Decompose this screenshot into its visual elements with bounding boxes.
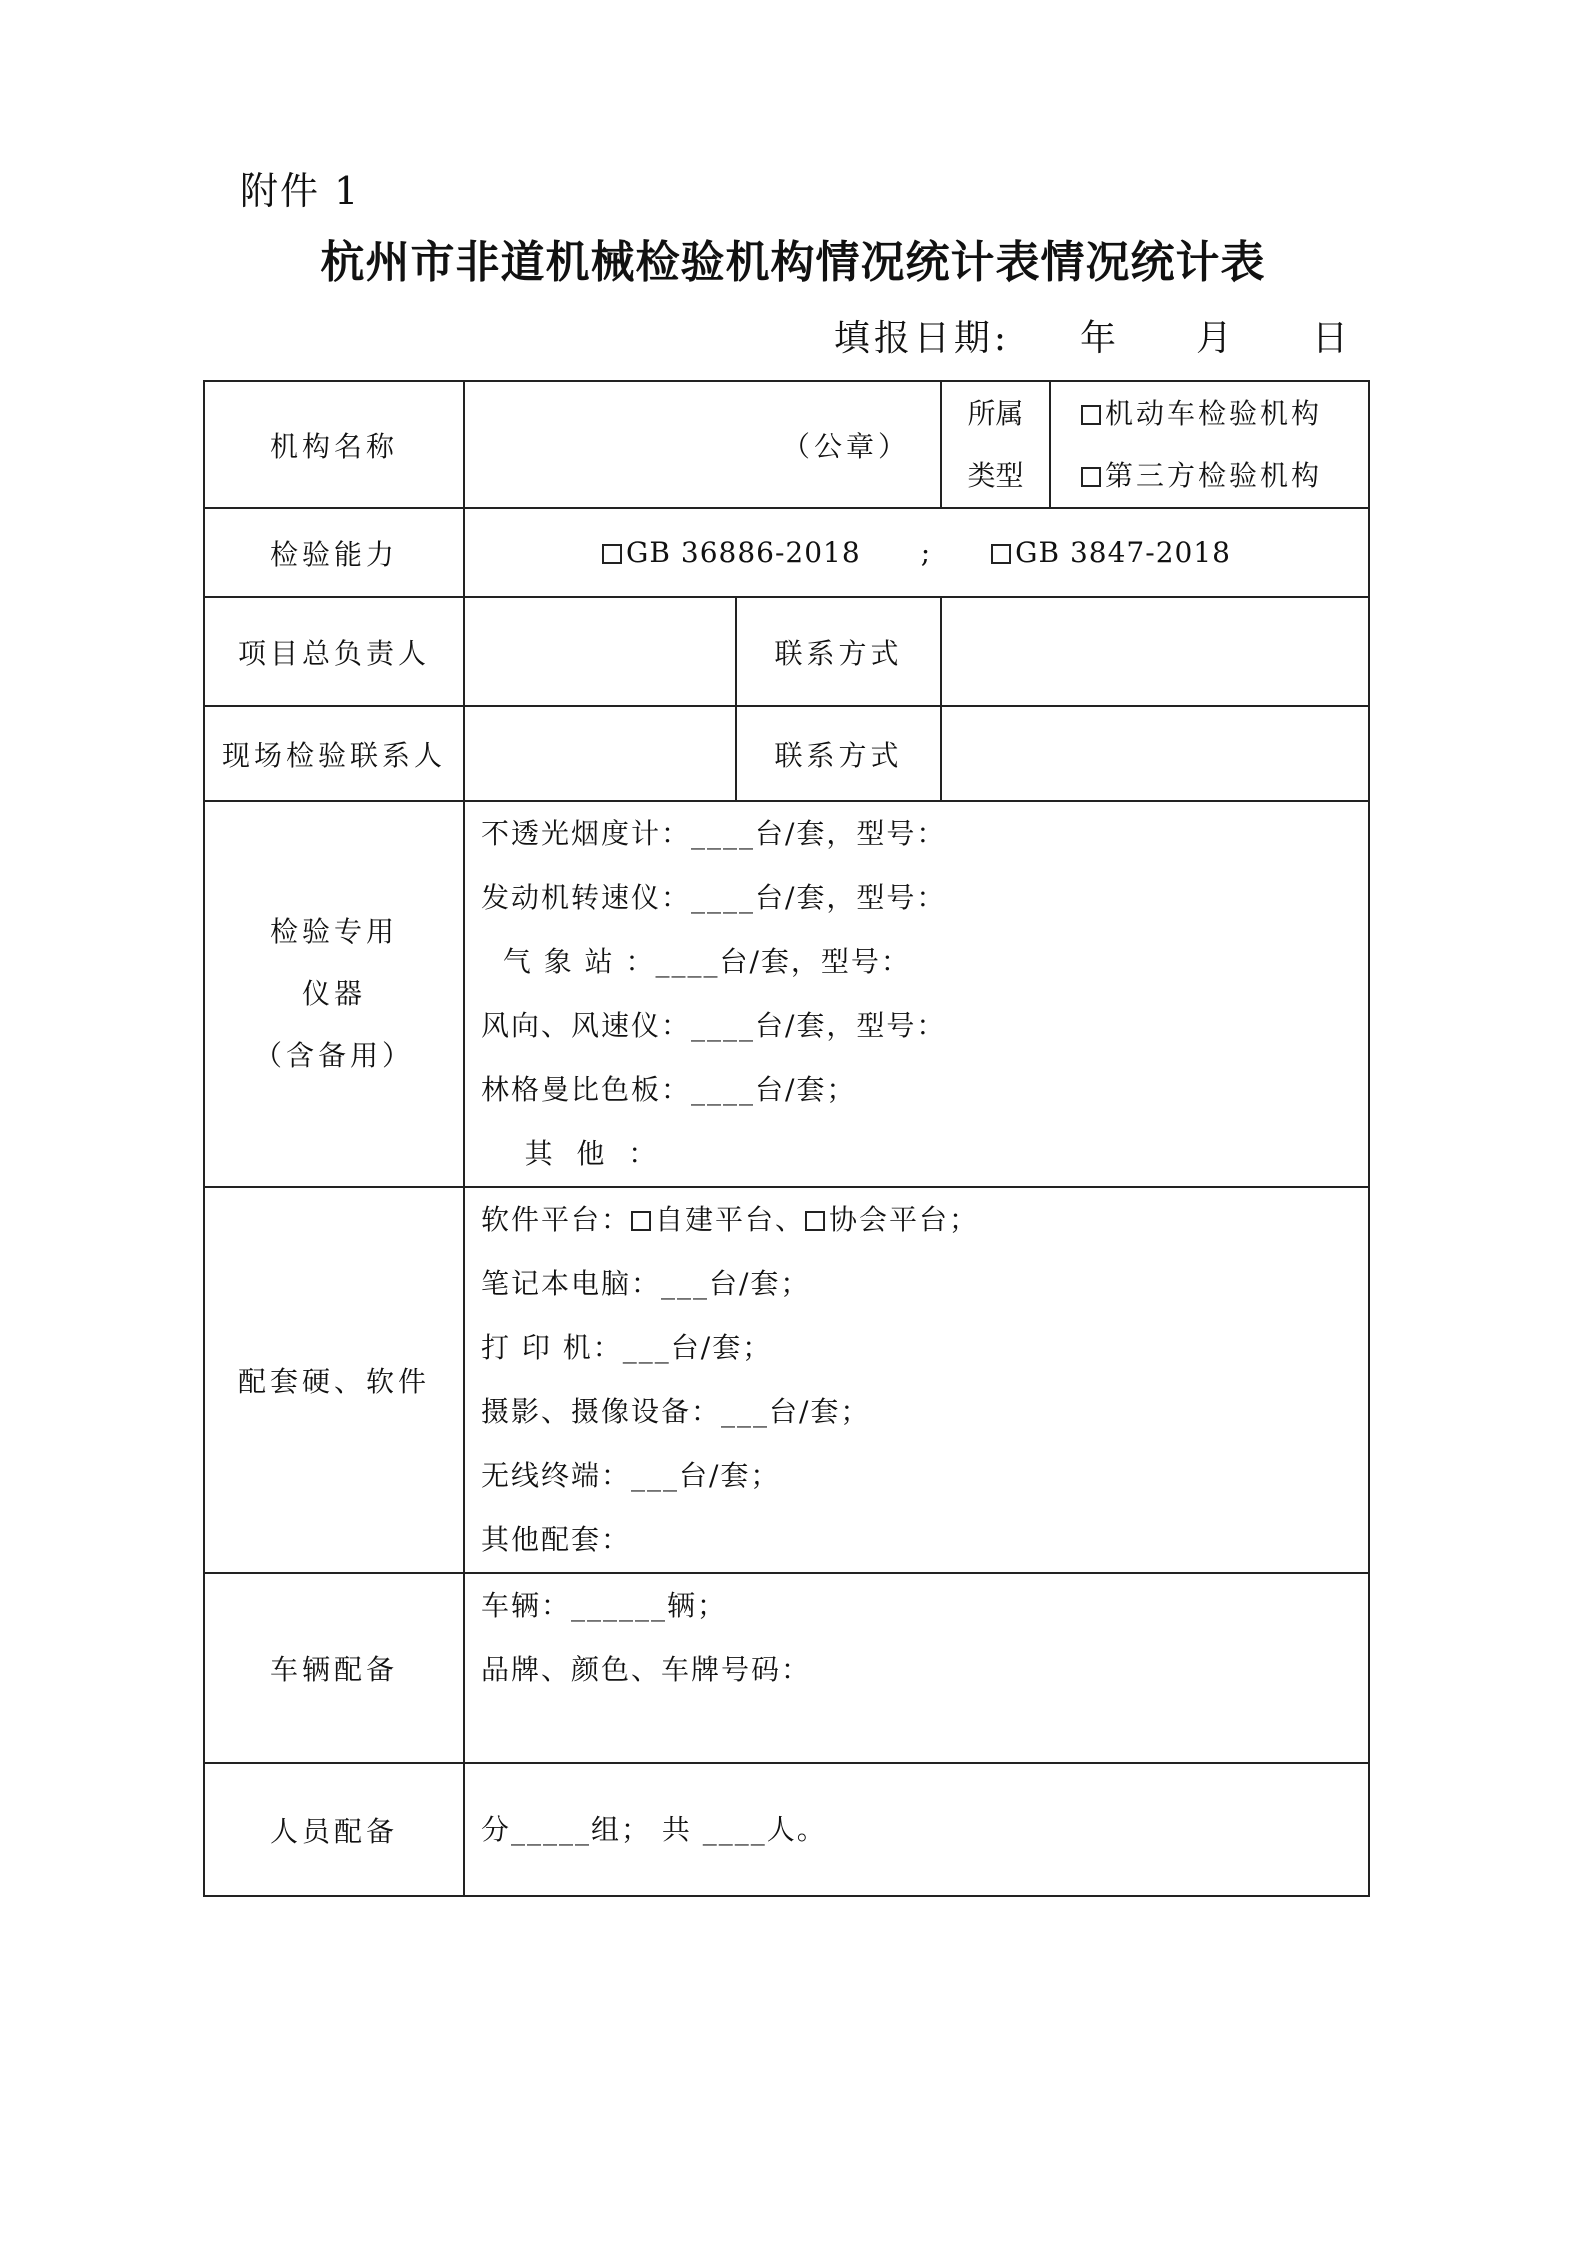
seal-text: （公章） (782, 429, 911, 463)
capability-options (464, 508, 1369, 597)
vehicles-label: 车辆配备 (204, 1573, 464, 1763)
manager-contact-label: 联系方式 (736, 597, 941, 706)
attachment-label: 附件 1 (240, 169, 361, 213)
platform-option-self-text: 自建平台、 (655, 1203, 806, 1236)
instruments-label-line3: （含备用） (253, 1039, 414, 1072)
manager-row (204, 597, 1369, 706)
instruments-label (204, 801, 464, 1187)
instrument-line[interactable]: 发动机转速仪：____台/套，型号： (481, 881, 947, 914)
platform-option-association-text: 协会平台； (829, 1203, 980, 1236)
software-row (204, 1187, 1369, 1573)
instruments-row (204, 801, 1369, 1187)
equipment-line[interactable]: 笔记本电脑：___台/套； (481, 1267, 811, 1300)
platform-option-self[interactable] (631, 1203, 805, 1236)
staff-line[interactable]: 分_____组； 共 ____人。 (481, 1812, 827, 1846)
manager-field[interactable] (464, 597, 736, 706)
equipment-line[interactable]: 其他配套： (481, 1523, 632, 1556)
equipment-line[interactable]: 摄影、摄像设备：___台/套； (481, 1395, 871, 1428)
fill-date (834, 310, 1348, 361)
checkbox[interactable] (1081, 467, 1101, 487)
instrument-line[interactable]: 风向、风速仪：____台/套，型号： (481, 1009, 947, 1042)
capability-option-gb36886[interactable] (602, 536, 861, 569)
software-content (464, 1187, 1369, 1573)
checkbox[interactable] (991, 544, 1011, 564)
capability-row (204, 508, 1369, 597)
instrument-line[interactable]: 不透光烟度计：____台/套，型号： (481, 817, 947, 850)
instruments-label-line2: 仪器 (301, 977, 366, 1010)
instruments-content (464, 801, 1369, 1187)
org-type-label (941, 381, 1050, 508)
statistics-form-table (203, 380, 1370, 1897)
org-type-label-line1: 所属 (967, 396, 1024, 430)
manager-contact-field[interactable] (941, 597, 1369, 706)
vehicles-row (204, 1573, 1369, 1763)
page-title: 杭州市非道机械检验机构情况统计表情况统计表 (320, 237, 1266, 288)
org-type-option-thirdparty[interactable] (1051, 445, 1368, 507)
staff-label: 人员配备 (204, 1763, 464, 1896)
instrument-line[interactable]: 林格曼比色板：____台/套； (481, 1073, 857, 1106)
site-contact-field[interactable] (464, 706, 736, 801)
org-type-option-vehicle-text: 机动车检验机构 (1105, 396, 1323, 430)
equipment-line[interactable]: 打 印 机：___台/套； (481, 1331, 773, 1364)
checkbox[interactable] (602, 544, 622, 564)
month-unit: 月 (1195, 318, 1232, 359)
instruments-label-line1: 检验专用 (269, 915, 398, 948)
org-type-option-thirdparty-text: 第三方检验机构 (1105, 458, 1323, 492)
staff-row (204, 1763, 1369, 1896)
instrument-line[interactable]: 其 他 ： (481, 1137, 659, 1170)
org-name-row (204, 381, 1369, 508)
fill-date-label: 填报日期: (833, 318, 1010, 359)
manager-label: 项目总负责人 (204, 597, 464, 706)
capability-option-gb36886-text: GB 36886-2018 (626, 536, 861, 569)
platform-option-association[interactable] (805, 1203, 979, 1236)
org-type-label-line2: 类型 (967, 458, 1024, 492)
capability-option-gb3847[interactable] (991, 536, 1231, 569)
software-platform-line (481, 1188, 1368, 1252)
software-platform-prefix: 软件平台： (481, 1203, 632, 1236)
checkbox[interactable] (1081, 405, 1101, 425)
vehicles-content (464, 1573, 1369, 1763)
site-contact-label: 现场检验联系人 (204, 706, 464, 801)
staff-content (464, 1763, 1369, 1896)
site-contact-contact-label: 联系方式 (736, 706, 941, 801)
capability-label: 检验能力 (204, 508, 464, 597)
org-name-field[interactable] (464, 381, 941, 508)
day-unit: 日 (1311, 318, 1348, 359)
org-name-label: 机构名称 (204, 381, 464, 508)
site-contact-contact-field[interactable] (941, 706, 1369, 801)
vehicle-line[interactable]: 品牌、颜色、车牌号码： (481, 1653, 812, 1686)
instrument-line[interactable]: 气 象 站 ：____台/套，型号： (481, 945, 911, 978)
equipment-line[interactable]: 无线终端：___台/套； (481, 1459, 781, 1492)
org-type-options (1050, 381, 1369, 508)
vehicle-line[interactable]: 车辆：______辆； (481, 1589, 728, 1622)
year-unit: 年 (1079, 318, 1116, 359)
capability-separator: ; (920, 536, 932, 569)
software-label: 配套硬、软件 (204, 1187, 464, 1573)
checkbox[interactable] (631, 1211, 651, 1231)
capability-option-gb3847-text: GB 3847-2018 (1015, 536, 1231, 569)
checkbox[interactable] (805, 1211, 825, 1231)
org-type-option-vehicle[interactable] (1051, 383, 1368, 445)
site-contact-row (204, 706, 1369, 801)
